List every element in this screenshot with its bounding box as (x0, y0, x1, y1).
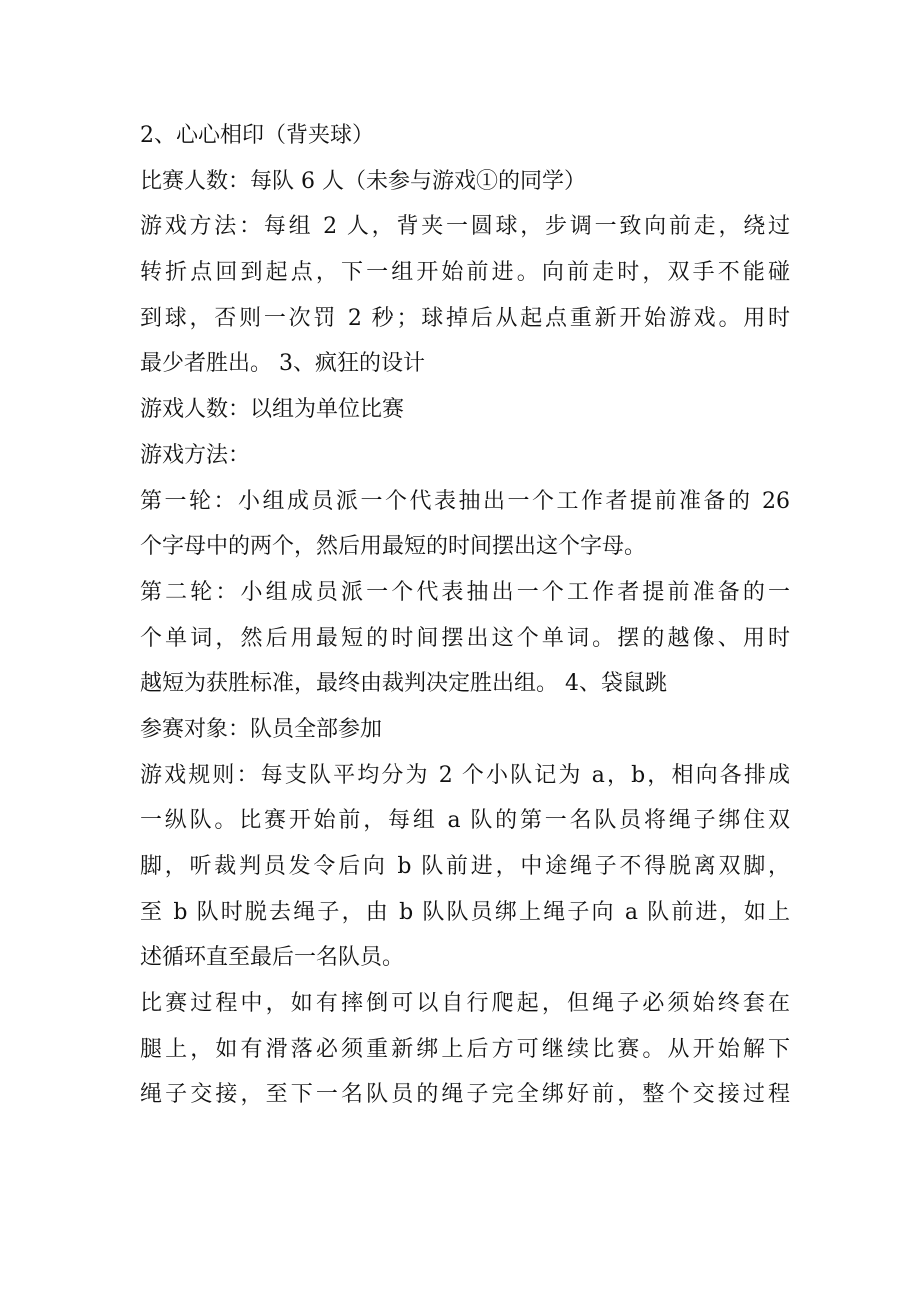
text-line: 比赛过程中，如有摔倒可以自行爬起，但绳子必须始终套在 (140, 991, 790, 1017)
text-line: 转折点回到起点，下一组开始前进。向前走时，双手不能碰 (140, 260, 790, 286)
text-line: 游戏方法：每组 2 人，背夹一圆球，步调一致向前走，绕过 (140, 214, 790, 240)
text-line: 脚，听裁判员发令后向 b 队前进，中途绳子不得脱离双脚， (140, 854, 790, 879)
text-line: 游戏规则：每支队平均分为 2 个小队记为 a，b，相向各排成 (140, 762, 790, 788)
text-line: 至 b 队时脱去绳子，由 b 队队员绑上绳子向 a 队前进，如上 (140, 899, 790, 925)
text-line: 绳子交接，至下一名队员的绳子完全绑好前，整个交接过程 (140, 1082, 790, 1108)
text-line: 游戏人数：以组为单位比赛 (140, 397, 405, 423)
text-line: 第二轮：小组成员派一个代表抽出一个工作者提前准备的一 (140, 579, 790, 605)
text-line: 到球，否则一次罚 2 秒；球掉后从起点重新开始游戏。用时 (140, 305, 790, 331)
text-line: 游戏方法： (140, 442, 251, 468)
text-line: 参赛对象：队员全部参加 (140, 716, 383, 742)
text-line: 一纵队。比赛开始前，每组 a 队的第一名队员将绳子绑住双 (140, 808, 790, 834)
text-line: 最少者胜出。 3、疯狂的设计 (140, 351, 425, 377)
document-body (140, 113, 790, 1118)
text-line: 越短为获胜标准，最终由裁判决定胜出组。 4、袋鼠跳 (140, 671, 667, 697)
text-line: 个单词，然后用最短的时间摆出这个单词。摆的越像、用时 (140, 625, 790, 651)
text-line: 述循环直至最后一名队员。 (140, 945, 405, 971)
text-line: 腿上，如有滑落必须重新绑上后方可继续比赛。从开始解下 (140, 1036, 790, 1062)
text-line: 比赛人数：每队 6 人（未参与游戏①的同学） (140, 168, 586, 194)
text-line: 第一轮：小组成员派一个代表抽出一个工作者提前准备的 26 (140, 488, 790, 514)
text-line: 2、心心相印（背夹球） (140, 123, 374, 148)
text-line: 个字母中的两个，然后用最短的时间摆出这个字母。 (140, 534, 647, 560)
